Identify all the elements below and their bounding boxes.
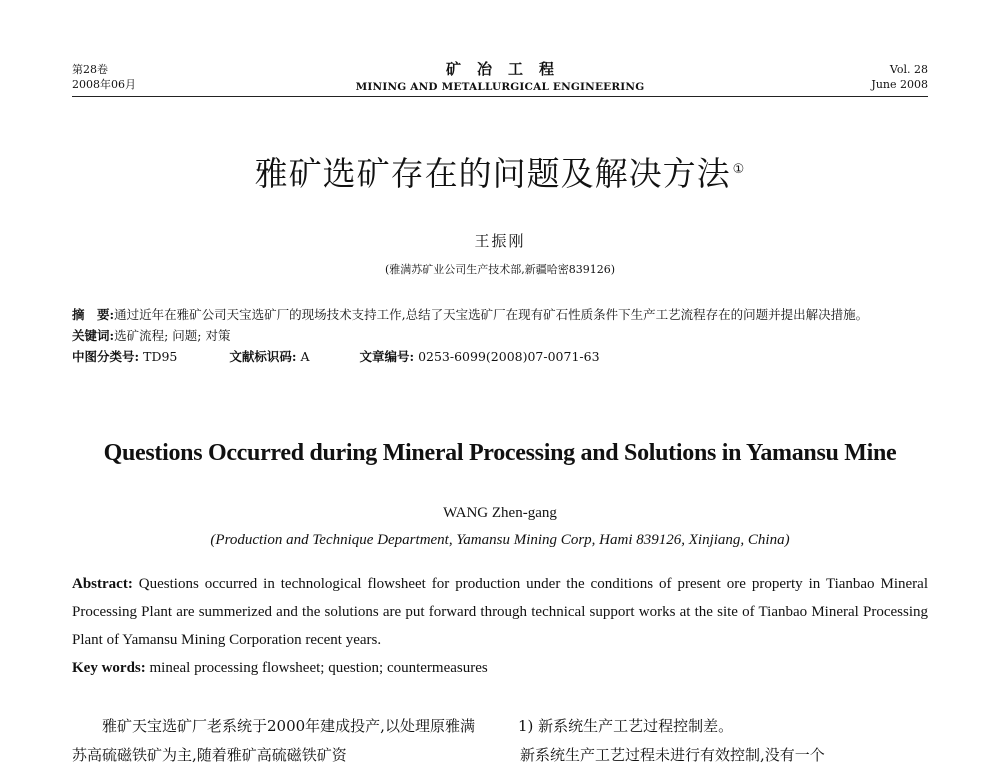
body-left-paragraph: 雅矿天宝选矿厂老系统于2000年建成投产,以处理原雅满苏高硫磁铁矿为主,随着雅矿高硫磁铁矿资 <box>72 717 475 764</box>
journal-name-cn: 矿冶工程 <box>445 60 570 78</box>
header-rule <box>72 96 928 97</box>
classification-row <box>72 346 928 367</box>
abstract-en-text: Questions occurred in technological flowsheet for production under the conditions of present ore property in Tianbao Mineral Processing Plant are summerized and the solutions are put forward through technical support works at the site of Tianbao Mineral Processing Plant of Yamansu Mining Corporation recent years. <box>72 576 928 648</box>
journal-name-en: MINING AND METALLURGICAL ENGINEERING <box>355 81 645 93</box>
doc-code-value: A <box>300 349 310 364</box>
body-column-right <box>518 712 928 770</box>
header-center <box>0 58 1000 93</box>
date-en: June 2008 <box>871 78 928 91</box>
keywords-cn-text: 选矿流程; 问题; 对策 <box>114 328 231 343</box>
abstract-cn-text: 通过近年在雅矿公司天宝选矿厂的现场技术支持工作,总结了天宝选矿厂在现有矿石性质条件下生产工艺流程存在的问题并提出解决措施。 <box>114 307 869 322</box>
abstract-en-block <box>72 570 928 682</box>
keywords-en-label: Key words: <box>72 660 146 676</box>
abstract-cn-block <box>72 304 928 367</box>
body-right-heading: 1) 新系统生产工艺过程控制差。 <box>518 717 734 735</box>
affiliation-en: (Production and Technique Department, Yamansu Mining Corp, Hami 839126, Xinjiang, China) <box>210 532 790 548</box>
abstract-en-label: Abstract: <box>72 576 133 592</box>
abstract-cn-label: 摘 要: <box>72 307 115 322</box>
footnote-mark: ① <box>732 162 746 177</box>
volume-en: Vol. 28 <box>889 63 928 76</box>
keywords-cn <box>72 325 928 346</box>
doc-code-label: 文献标识码: <box>229 349 297 364</box>
author-cn: 王振刚 <box>474 232 526 250</box>
keywords-en <box>72 654 928 682</box>
abstract-cn <box>72 304 928 325</box>
title-cn-text: 雅矿选矿存在的问题及解决方法 <box>254 154 731 193</box>
affiliation-cn: (雅满苏矿业公司生产技术部,新疆哈密839126) <box>384 263 616 276</box>
volume-cn: 第28卷 <box>72 63 108 76</box>
header-right <box>871 62 928 92</box>
article-no-label: 文章编号: <box>359 349 415 364</box>
article-no-value: 0253-6099(2008)07-0071-63 <box>418 349 600 364</box>
page-title-cn <box>0 148 1000 195</box>
keywords-cn-label: 关键词: <box>72 328 115 343</box>
date-cn: 2008年06月 <box>72 78 136 91</box>
author-en: WANG Zhen-gang <box>443 505 557 521</box>
clc-value: TD95 <box>143 349 178 364</box>
page-title-en: Questions Occurred during Mineral Processing and Solutions in Yamansu Mine <box>103 440 897 466</box>
abstract-en <box>72 570 928 654</box>
body-column-left <box>72 712 484 770</box>
body-right-paragraph: 新系统生产工艺过程未进行有效控制,没有一个 <box>520 746 825 764</box>
keywords-en-text: mineal processing flowsheet; question; countermeasures <box>149 660 488 676</box>
clc-label: 中图分类号: <box>72 349 140 364</box>
